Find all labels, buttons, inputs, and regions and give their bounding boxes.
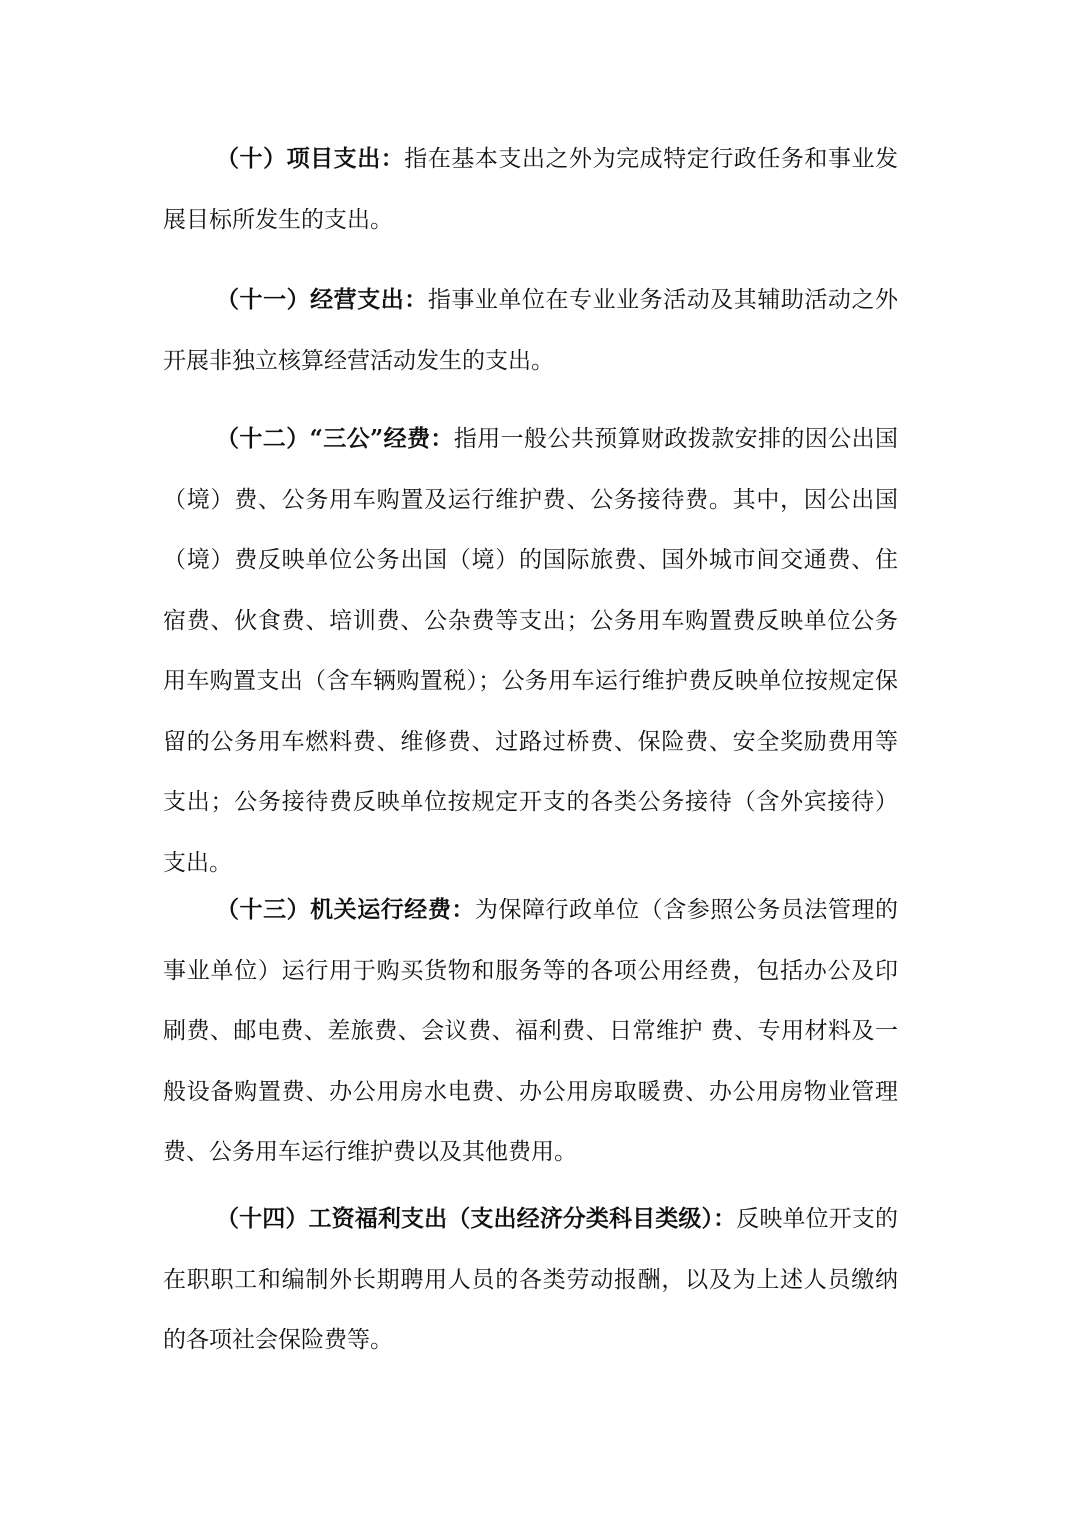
paragraph-project-expenditure — [163, 129, 898, 250]
term-heading: （十四）工资福利支出（支出经济分类科目类级）： — [216, 1205, 737, 1232]
paragraph-agency-operating-funds — [163, 880, 898, 1183]
paragraph-operating-expenditure — [163, 270, 898, 391]
term-heading: （十一）经营支出： — [216, 286, 428, 313]
term-heading: （十二）“三公”经费： — [216, 425, 454, 452]
term-heading: （十）项目支出： — [216, 145, 405, 172]
paragraph-text: 指用一般公共预算财政拨款安排的因公出国（境）费、公务用车购置及运行维护费、公务接待费。其中，因公出国（境）费反映单位公务出国（境）的国际旅费、国外城市间交通费、住宿费、伙食费、培训费、公杂费等支出；公务用车购置费反映单位公务用车购置支出（含车辆购置税）；公务用车运行维护费反映单位按规定保留的公务用车燃料费、维修费、过路过桥费、保险费、安全奖励费用等支出；公务接待费反映单位按规定开支的各类公务接待（含外宾接待）支出。 — [163, 426, 899, 876]
paragraph-text: 指事业单位在专业业务活动及其辅助活动之外开展非独立核算经营活动发生的支出。 — [163, 287, 899, 374]
paragraph-wage-welfare-expenditure — [163, 1189, 898, 1371]
paragraph-text: 指在基本支出之外为完成特定行政任务和事业发展目标所发生的支出。 — [163, 146, 899, 233]
paragraph-text: 反映单位开支的在职职工和编制外长期聘用人员的各类劳动报酬，以及为上述人员缴纳的各项社会保险费等。 — [163, 1206, 899, 1353]
term-heading: （十三）机关运行经费： — [216, 896, 475, 923]
paragraph-text: 为保障行政单位（含参照公务员法管理的事业单位）运行用于购买货物和服务等的各项公用经费，包括办公及印刷费、邮电费、差旅费、会议费、福利费、日常维护 费、专用材料及一般设备购置费、办公用房水电费、办公用房取暖费、办公用房物业管理费、公务用车运行维护费以及其他费用。 — [163, 897, 899, 1165]
paragraph-three-public-expenses — [163, 409, 898, 893]
